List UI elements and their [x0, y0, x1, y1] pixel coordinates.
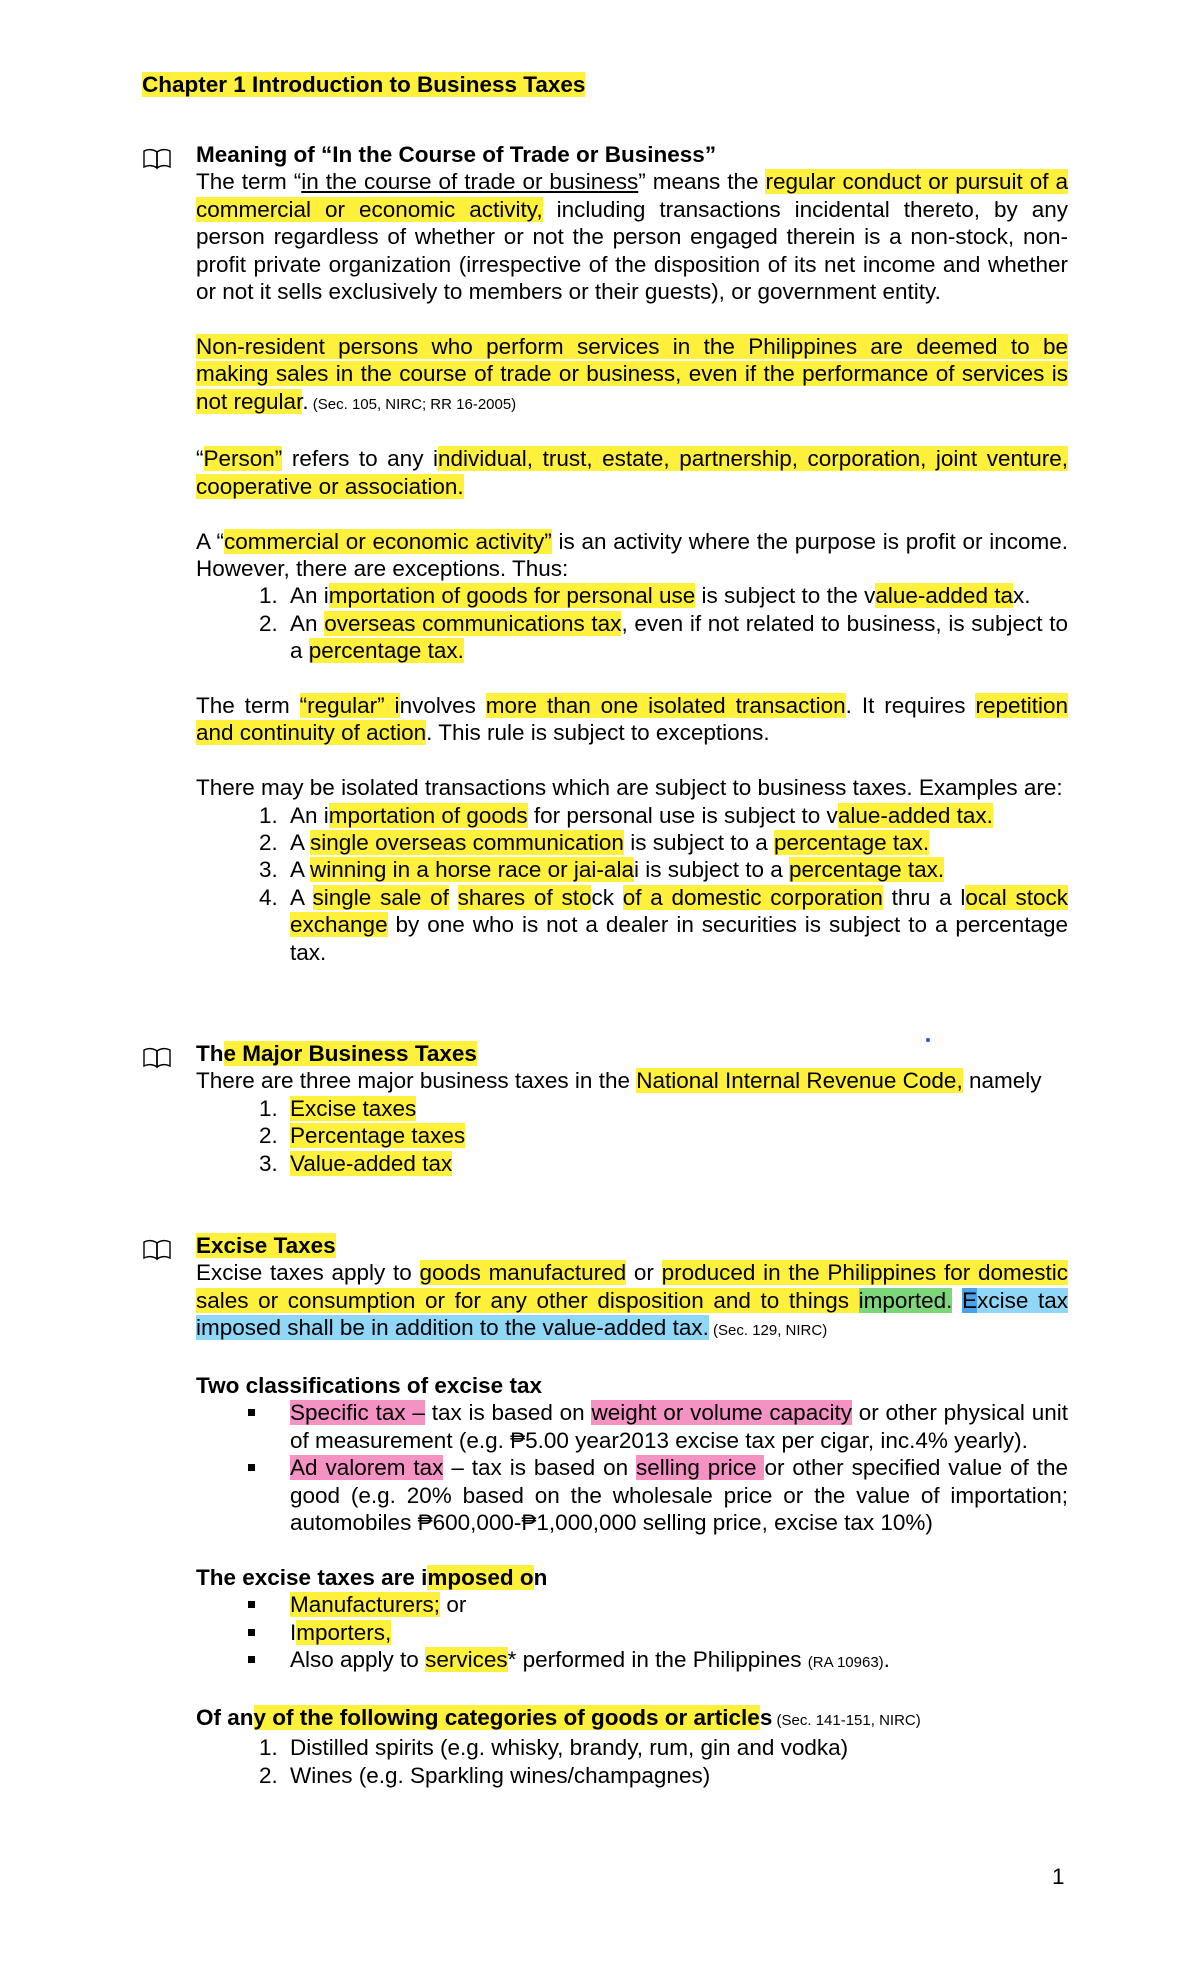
exceptions-list — [196, 582, 1068, 664]
imposed-on-list — [196, 1591, 1068, 1676]
list-item: 2. Wines (e.g. Sparkling wines/champagnes) — [284, 1762, 1068, 1789]
list-item: 3. A winning in a horse race or jai-alai is subject to a percentage tax. — [284, 856, 1068, 883]
classifications-list — [196, 1399, 1068, 1536]
paragraph-non-resident: Non-resident persons who perform services in the Philippines are deemed to be making sales in the course of trade or business, even if the performance of services is not regular. (Sec. 105, NIRC; RR 16-2005) — [196, 333, 1068, 414]
list-item: 2. An overseas communications tax, even if not related to business, is subject to a percentage tax. — [284, 610, 1068, 665]
section-major-taxes — [196, 1040, 1068, 1177]
paragraph-term-definition: The term “in the course of trade or business” means the regular conduct or pursuit of a commercial or economic activity, including transactions incidental thereto, by any person regardless of whether or not the person engaged therein is a non-stock, non-profit private organization (irrespective of the disposition of its net income and whether or not it sells exclusively to members or their guests), or government entity. — [196, 169, 1068, 305]
list-item: 1. Excise taxes — [284, 1095, 1068, 1122]
major-taxes-list — [196, 1095, 1068, 1177]
paragraph-commercial-activity: A “commercial or economic activity” is an activity where the purpose is profit or income. However, there are exceptions. Thus: — [196, 528, 1069, 582]
open-book-icon — [142, 1239, 172, 1261]
subheading-categories: Of any of the following categories of goods or articles (Sec. 141-151, NIRC) — [196, 1704, 921, 1730]
list-item: Ad valorem tax – tax is based on selling price or other specified value of the good (e.g. 20% based on the wholesale price or the value of importation; automobiles ₱600,000-₱1,000,000 selling price, excise tax 10%) — [284, 1454, 1068, 1536]
list-item: 1. An importation of goods for personal use is subject to the value-added tax. — [284, 582, 1068, 609]
paragraph-three-taxes: There are three major business taxes in the National Internal Revenue Code, namely — [196, 1068, 1042, 1094]
list-item: Also apply to services* performed in the Philippines (RA 10963). — [284, 1646, 1068, 1676]
section-heading: Excise Taxes — [196, 1233, 336, 1258]
list-item: Manufacturers; or — [284, 1591, 1068, 1618]
list-item: Importers, — [284, 1619, 1068, 1646]
list-item: 4. A single sale of shares of stock of a domestic corporation thru a local stock exchange by one who is not a dealer in securities is subject to a percentage tax. — [284, 884, 1068, 966]
open-book-icon — [142, 148, 172, 170]
list-item: 1. Distilled spirits (e.g. whisky, brandy, rum, gin and vodka) — [284, 1734, 1068, 1761]
open-book-icon — [142, 1047, 172, 1069]
list-item: 1. An importation of goods for personal use is subject to value-added tax. — [284, 802, 1068, 829]
paragraph-excise-definition: Excise taxes apply to goods manufactured or produced in the Philippines for domestic sales or consumption or for any other disposition and to things imported. Excise tax imposed shall be in addition to the value-added tax. (Sec. 129, NIRC) — [196, 1260, 1069, 1341]
subheading-imposed-on: The excise taxes are imposed on — [196, 1564, 548, 1590]
chapter-title: Chapter 1 Introduction to Business Taxes — [142, 72, 586, 97]
list-item: 3. Value-added tax — [284, 1150, 1068, 1177]
list-item: 2. A single overseas communication is subject to a percentage tax. — [284, 829, 1068, 856]
paragraph-isolated: There may be isolated transactions which are subject to business taxes. Examples are: — [196, 775, 1063, 801]
list-item: 2. Percentage taxes — [284, 1122, 1068, 1149]
section-heading: Meaning of “In the Course of Trade or Business” — [196, 142, 717, 167]
section-meaning — [196, 141, 1068, 966]
section-excise-taxes — [196, 1232, 1068, 1789]
page-number: 1 — [1052, 1864, 1065, 1889]
paragraph-regular: The term “regular” involves more than one isolated transaction. It requires repetition and continuity of action. This rule is subject to exceptions. — [196, 693, 1069, 746]
subheading-classifications: Two classifications of excise tax — [196, 1373, 542, 1399]
examples-list — [196, 802, 1068, 966]
list-item: Specific tax – tax is based on weight or volume capacity or other physical unit of measurement (e.g. ₱5.00 year2013 excise tax per cigar, inc.4% yearly). — [284, 1399, 1068, 1454]
categories-list — [196, 1734, 1068, 1789]
section-heading: The Major Business Taxes — [196, 1041, 477, 1066]
paragraph-person: “Person” refers to any individual, trust, estate, partnership, corporation, joint venture, cooperative or association. — [196, 446, 1068, 499]
